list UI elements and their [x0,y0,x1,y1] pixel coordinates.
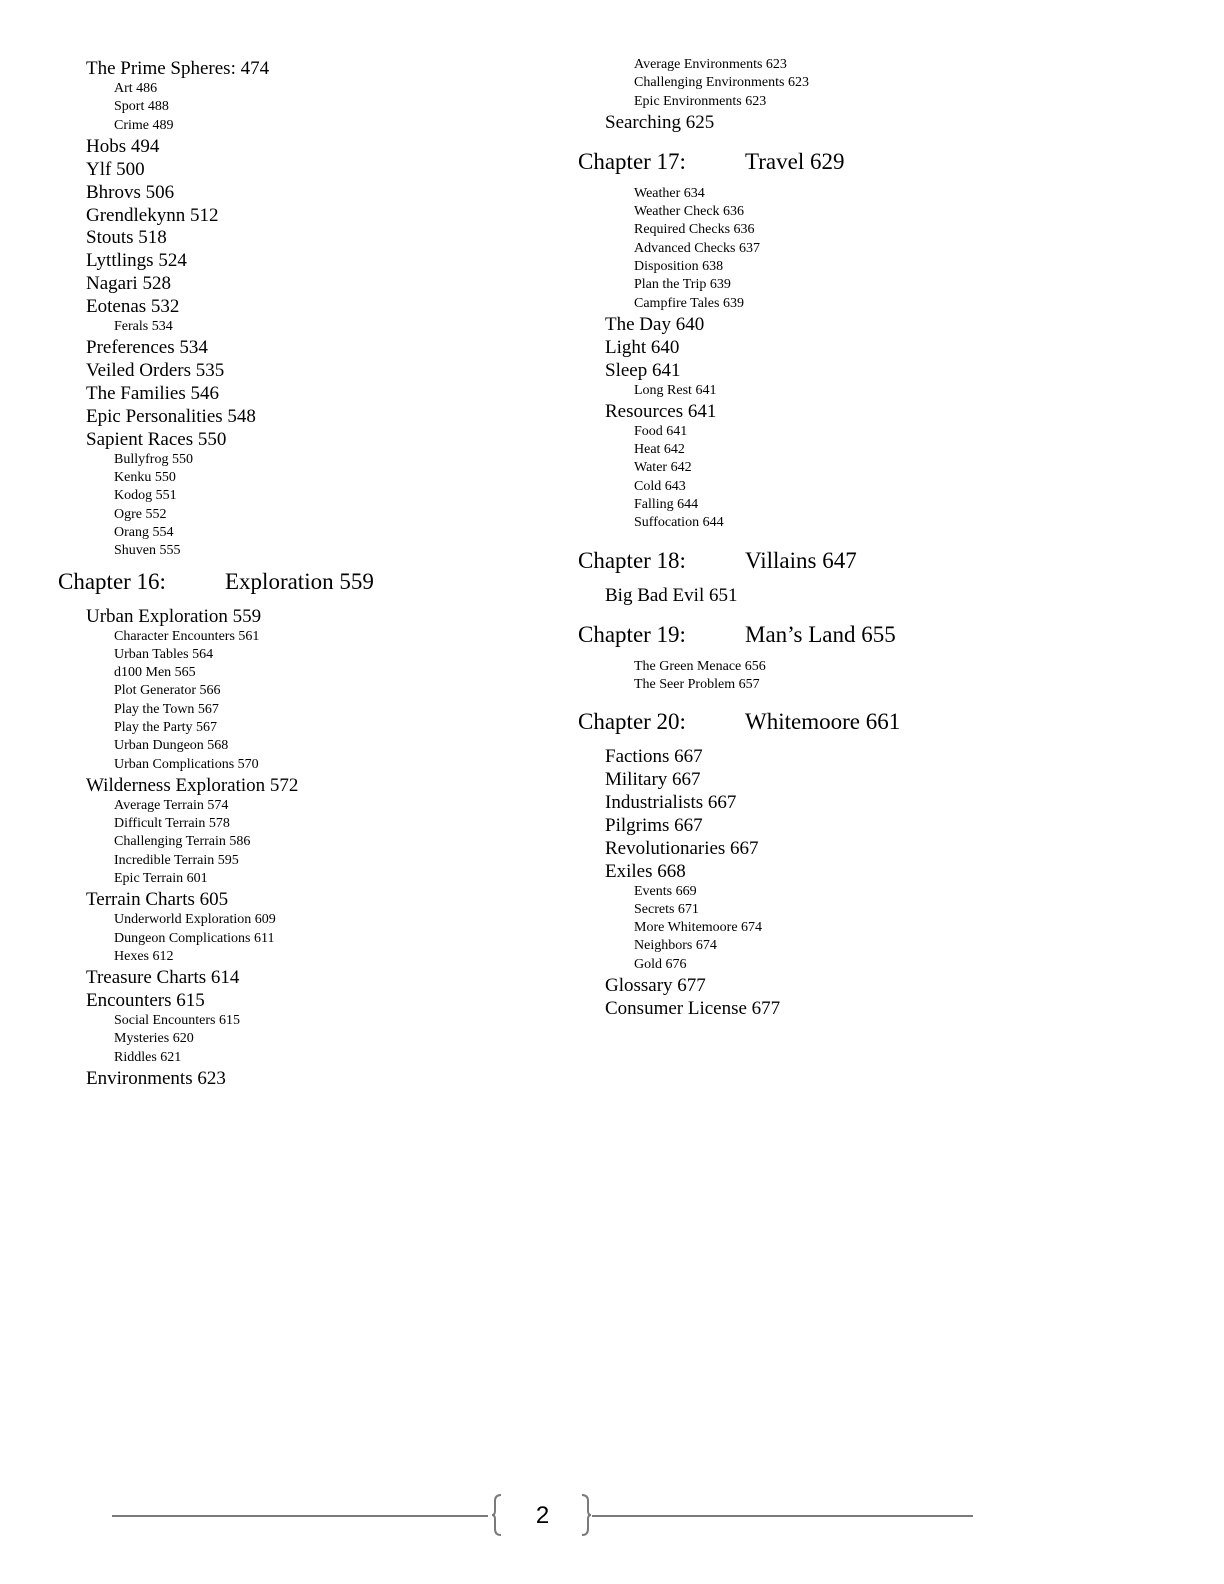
toc-subsection-entry[interactable]: Secrets 671 [634,901,699,917]
toc-section-entry[interactable]: Hobs 494 [86,135,160,157]
toc-subsection-entry[interactable]: Plot Generator 566 [114,683,221,699]
chapter-title: Villains 647 [745,547,857,573]
toc-subsection-entry[interactable]: Riddles 621 [114,1049,182,1065]
toc-section-entry[interactable]: Pilgrims 667 [605,814,703,836]
toc-section-entry[interactable]: Lyttlings 524 [86,250,187,272]
toc-subsection-entry[interactable]: Kenku 550 [114,470,176,486]
toc-subsection-entry[interactable]: Required Checks 636 [634,222,755,238]
toc-subsection-entry[interactable]: Social Encounters 615 [114,1012,240,1028]
toc-subsection-entry[interactable]: Bullyfrog 550 [114,451,193,467]
toc-subsection-entry[interactable]: Urban Tables 564 [114,646,214,662]
toc-subsection-entry[interactable]: d100 Men 565 [114,665,196,681]
toc-subsection-entry[interactable]: Events 669 [634,883,697,899]
toc-subsection-entry[interactable]: Art 486 [114,80,158,96]
toc-section-entry[interactable]: Encounters 615 [86,990,205,1011]
toc-section-entry[interactable]: The Prime Spheres: 474 [86,58,270,79]
toc-subsection-entry[interactable]: Water 642 [634,460,692,476]
toc-section-entry[interactable]: Urban Exploration 559 [86,605,262,627]
toc-subsection-entry[interactable]: Urban Complications 570 [114,756,259,772]
toc-subsection-entry[interactable]: The Seer Problem 657 [634,676,760,692]
page-number: 2 [535,1502,550,1529]
toc-subsection-entry[interactable]: Epic Terrain 601 [114,871,208,886]
toc-section-entry[interactable]: Nagari 528 [86,273,171,295]
toc-section-entry[interactable]: Searching 625 [605,111,715,133]
toc-subsection-entry[interactable]: Epic Environments 623 [634,93,767,109]
toc-subsection-entry[interactable]: Difficult Terrain 578 [114,816,230,832]
toc-subsection-entry[interactable]: Average Environments 623 [634,57,787,72]
chapter-title: Whitemoore 661 [745,709,901,735]
toc-section-entry[interactable]: Factions 667 [605,746,703,768]
toc-subsection-entry[interactable]: The Green Menace 656 [634,658,766,674]
toc-section-entry[interactable]: Treasure Charts 614 [86,967,240,989]
chapter-number: Chapter 18: [578,547,686,573]
toc-section-entry[interactable]: Stouts 518 [86,227,167,249]
toc-section-entry[interactable]: Sapient Races 550 [86,428,227,450]
toc-section-entry[interactable]: Environments 623 [86,1067,226,1089]
toc-section-entry[interactable]: Revolutionaries 667 [605,837,759,859]
toc-subsection-entry[interactable]: Suffocation 644 [634,515,724,531]
toc-subsection-entry[interactable]: Kodog 551 [114,488,177,504]
chapter-number: Chapter 16: [58,568,166,594]
chapter-title: Exploration 559 [225,568,374,594]
toc-subsection-entry[interactable]: Disposition 638 [634,259,724,274]
toc-subsection-entry[interactable]: Challenging Terrain 586 [114,834,251,850]
toc-subsection-entry[interactable]: Play the Party 567 [114,720,218,735]
toc-subsection-entry[interactable]: Orang 554 [114,525,174,540]
toc-subsection-entry[interactable]: Falling 644 [634,497,699,512]
toc-subsection-entry[interactable]: Urban Dungeon 568 [114,738,229,754]
toc-subsection-entry[interactable]: Dungeon Complications 611 [114,930,275,946]
toc-subsection-entry[interactable]: Challenging Environments 623 [634,75,809,91]
toc-section-entry[interactable]: Epic Personalities 548 [86,406,256,427]
toc-subsection-entry[interactable]: Play the Town 567 [114,701,219,717]
toc-subsection-entry[interactable]: Plan the Trip 639 [634,277,731,293]
toc-subsection-entry[interactable]: Neighbors 674 [634,938,717,954]
toc-subsection-entry[interactable]: Sport 488 [114,99,169,115]
footer-bracket-right [581,1494,591,1536]
toc-subsection-entry[interactable]: Underworld Exploration 609 [114,912,276,928]
toc-section-entry[interactable]: Sleep 641 [605,359,681,381]
toc-subsection-entry[interactable]: Heat 642 [634,442,685,458]
toc-subsection-entry[interactable]: Long Rest 641 [634,382,717,398]
toc-subsection-entry[interactable]: Character Encounters 561 [114,628,260,644]
footer-bracket-left [492,1494,502,1536]
toc-section-entry[interactable]: The Day 640 [605,313,705,335]
toc-subsection-entry[interactable]: Gold 676 [634,956,687,972]
toc-section-entry[interactable]: Bhrovs 506 [86,181,175,203]
footer-rule-left [112,1515,488,1517]
chapter-title: Man’s Land 655 [745,621,896,647]
toc-subsection-entry[interactable]: Crime 489 [114,117,174,133]
toc-subsection-entry[interactable]: Advanced Checks 637 [634,240,760,256]
toc-section-entry[interactable]: Exiles 668 [605,860,686,882]
chapter-number: Chapter 20: [578,709,686,735]
toc-section-entry[interactable]: Wilderness Exploration 572 [86,774,299,796]
toc-subsection-entry[interactable]: Incredible Terrain 595 [114,852,239,868]
toc-subsection-entry[interactable]: Weather 634 [634,185,705,201]
toc-section-entry[interactable]: Grendlekynn 512 [86,204,219,226]
toc-section-entry[interactable]: Consumer License 677 [605,997,781,1019]
toc-subsection-entry[interactable]: Hexes 612 [114,948,174,964]
toc-subsection-entry[interactable]: More Whitemoore 674 [634,920,763,936]
toc-section-entry[interactable]: Ylf 500 [86,158,145,180]
toc-section-entry[interactable]: Terrain Charts 605 [86,889,229,911]
toc-subsection-entry[interactable]: Ogre 552 [114,506,167,522]
footer-rule-right [592,1515,973,1517]
toc-section-entry[interactable]: Light 640 [605,336,680,358]
chapter-number: Chapter 17: [578,148,686,174]
toc-subsection-entry[interactable]: Weather Check 636 [634,204,745,220]
toc-section-entry[interactable]: The Families 546 [86,383,219,405]
toc-subsection-entry[interactable]: Average Terrain 574 [114,797,229,813]
toc-section-entry[interactable]: Military 667 [605,769,701,790]
toc-subsection-entry[interactable]: Food 641 [634,423,688,439]
toc-subsection-entry[interactable]: Mysteries 620 [114,1031,194,1047]
toc-subsection-entry[interactable]: Ferals 534 [114,319,173,334]
chapter-number: Chapter 19: [578,621,686,647]
chapter-title: Travel 629 [745,148,845,174]
toc-subsection-entry[interactable]: Shuven 555 [114,543,181,559]
toc-section-entry[interactable]: Industrialists 667 [605,791,737,813]
toc-subsection-entry[interactable]: Cold 643 [634,478,686,494]
toc-subsection-entry[interactable]: Campfire Tales 639 [634,295,744,311]
toc-section-entry[interactable]: Resources 641 [605,400,717,422]
toc-section-entry[interactable]: Preferences 534 [86,337,208,359]
toc-section-entry[interactable]: Glossary 677 [605,975,706,996]
toc-section-entry[interactable]: Big Bad Evil 651 [605,584,738,606]
toc-section-entry[interactable]: Veiled Orders 535 [86,360,225,382]
toc-section-entry[interactable]: Eotenas 532 [86,296,180,318]
